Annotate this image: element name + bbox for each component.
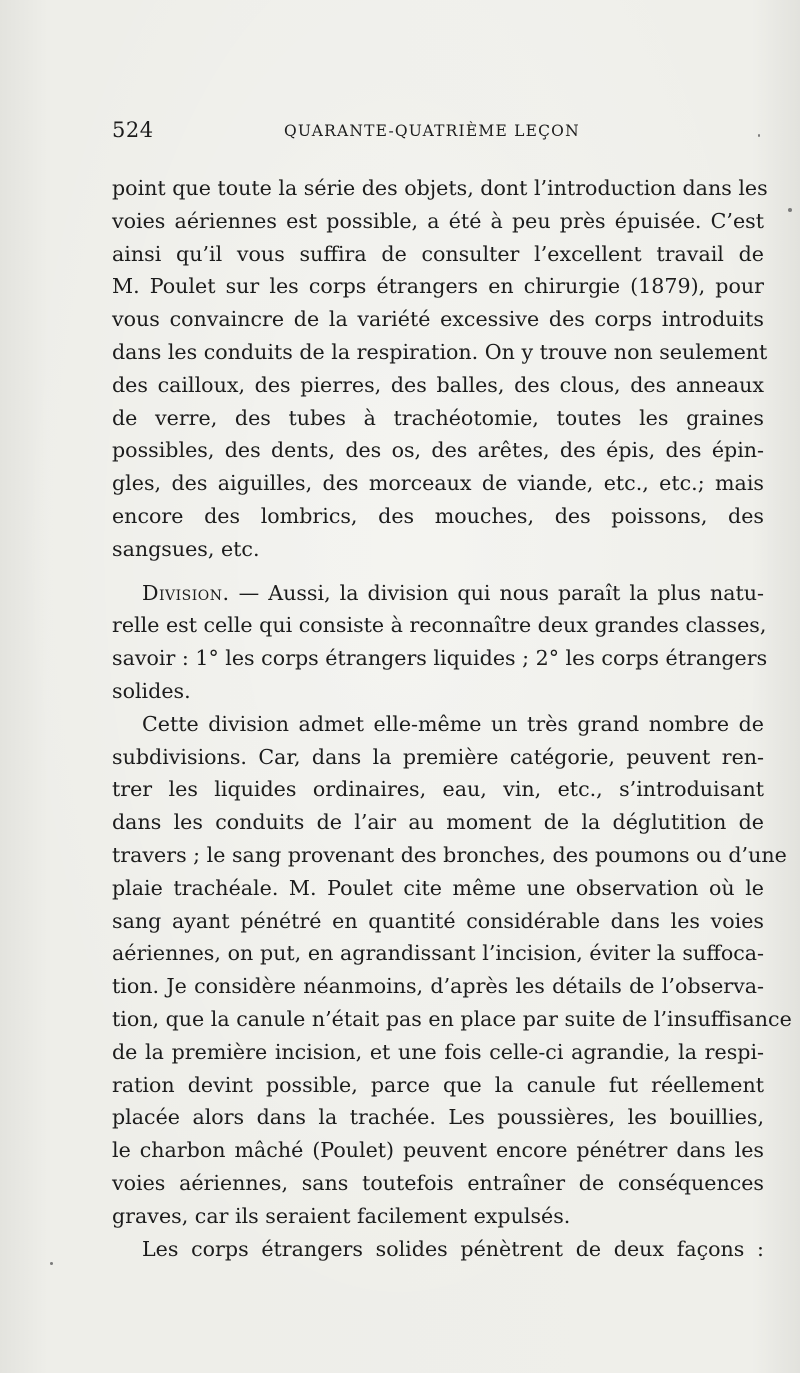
text-line: sangsues, etc.: [112, 536, 260, 561]
text-line: relle est celle qui consiste à reconnaître deux grandes classes,: [112, 613, 767, 638]
text-line: Les corps étrangers solides pénètrent de deux façons :: [142, 1236, 764, 1261]
text-line: travers ; le sang provenant des bronches, des poumons ou d’une: [112, 842, 787, 867]
text-line: ainsi qu’il vous suffira de consulter l’excellent travail de: [112, 241, 764, 266]
body-text: [112, 172, 792, 1265]
text-fragment: — Aussi, la division qui nous paraît la plus natu-: [229, 580, 764, 605]
text-line: dans les conduits de la respiration. On y trouve non seulement: [112, 339, 768, 364]
text-line: possibles, des dents, des os, des arêtes, des épis, des épin-: [112, 438, 764, 463]
text-line: [112, 577, 764, 610]
text-line: Cette division admet elle-même un très grand nombre de: [142, 711, 764, 736]
page-header: [112, 118, 772, 148]
text-line: encore des lombrics, des mouches, des poissons, des: [112, 503, 764, 528]
text-line: ration devint possible, parce que la canule fut réellement: [112, 1072, 764, 1097]
text-line: voies aériennes, sans toutefois entraîner de conséquences: [112, 1170, 764, 1195]
print-speck: [788, 208, 792, 212]
text-line: placée alors dans la trachée. Les poussières, les bouillies,: [112, 1105, 764, 1130]
text-line: savoir : 1° les corps étrangers liquides ; 2° les corps étrangers: [112, 646, 768, 671]
section-heading: Division.: [142, 580, 230, 605]
print-speck: [758, 134, 760, 137]
text-line: subdivisions. Car, dans la première catégorie, peuvent ren-: [112, 744, 764, 769]
text-line: trer les liquides ordinaires, eau, vin, etc., s’introduisant: [112, 777, 764, 802]
text-line: dans les conduits de l’air au moment de la déglutition de: [112, 810, 764, 835]
print-speck: [50, 1262, 53, 1265]
text-line: voies aériennes est possible, a été à peu près épuisée. C’est: [112, 208, 764, 233]
paragraph-3: [112, 708, 792, 1233]
text-line: solides.: [112, 678, 191, 703]
text-line: graves, car ils seraient facilement expulsés.: [112, 1203, 571, 1228]
text-line: point que toute la série des objets, dont l’introduction dans les: [112, 176, 768, 200]
page-number: 524: [112, 118, 154, 142]
text-line: aériennes, on put, en agrandissant l’incision, éviter la suffoca-: [112, 941, 764, 966]
paragraph-division: [112, 577, 768, 708]
text-line: sang ayant pénétré en quantité considérable dans les voies: [112, 908, 764, 933]
running-head: QUARANTE-QUATRIÈME LEÇON: [284, 122, 580, 140]
text-line: des cailloux, des pierres, des balles, des clous, des anneaux: [112, 372, 764, 397]
text-line: de verre, des tubes à trachéotomie, toutes les graines: [112, 405, 764, 430]
paragraph-1: [112, 172, 768, 566]
text-line: vous convaincre de la variété excessive des corps introduits: [112, 307, 764, 332]
text-line: plaie trachéale. M. Poulet cite même une observation où le: [112, 875, 764, 900]
text-line: tion. Je considère néanmoins, d’après les détails de l’observa-: [112, 974, 764, 999]
text-line: gles, des aiguilles, des morceaux de viande, etc., etc.; mais: [112, 471, 764, 496]
text-line: de la première incision, et une fois celle-ci agrandie, la respi-: [112, 1039, 764, 1064]
text-line: tion, que la canule n’était pas en place par suite de l’insuffisance: [112, 1006, 792, 1031]
text-line: le charbon mâché (Poulet) peuvent encore pénétrer dans les: [112, 1138, 764, 1163]
text-line: M. Poulet sur les corps étrangers en chirurgie (1879), pour: [112, 274, 764, 299]
paragraph-4: [112, 1233, 764, 1266]
